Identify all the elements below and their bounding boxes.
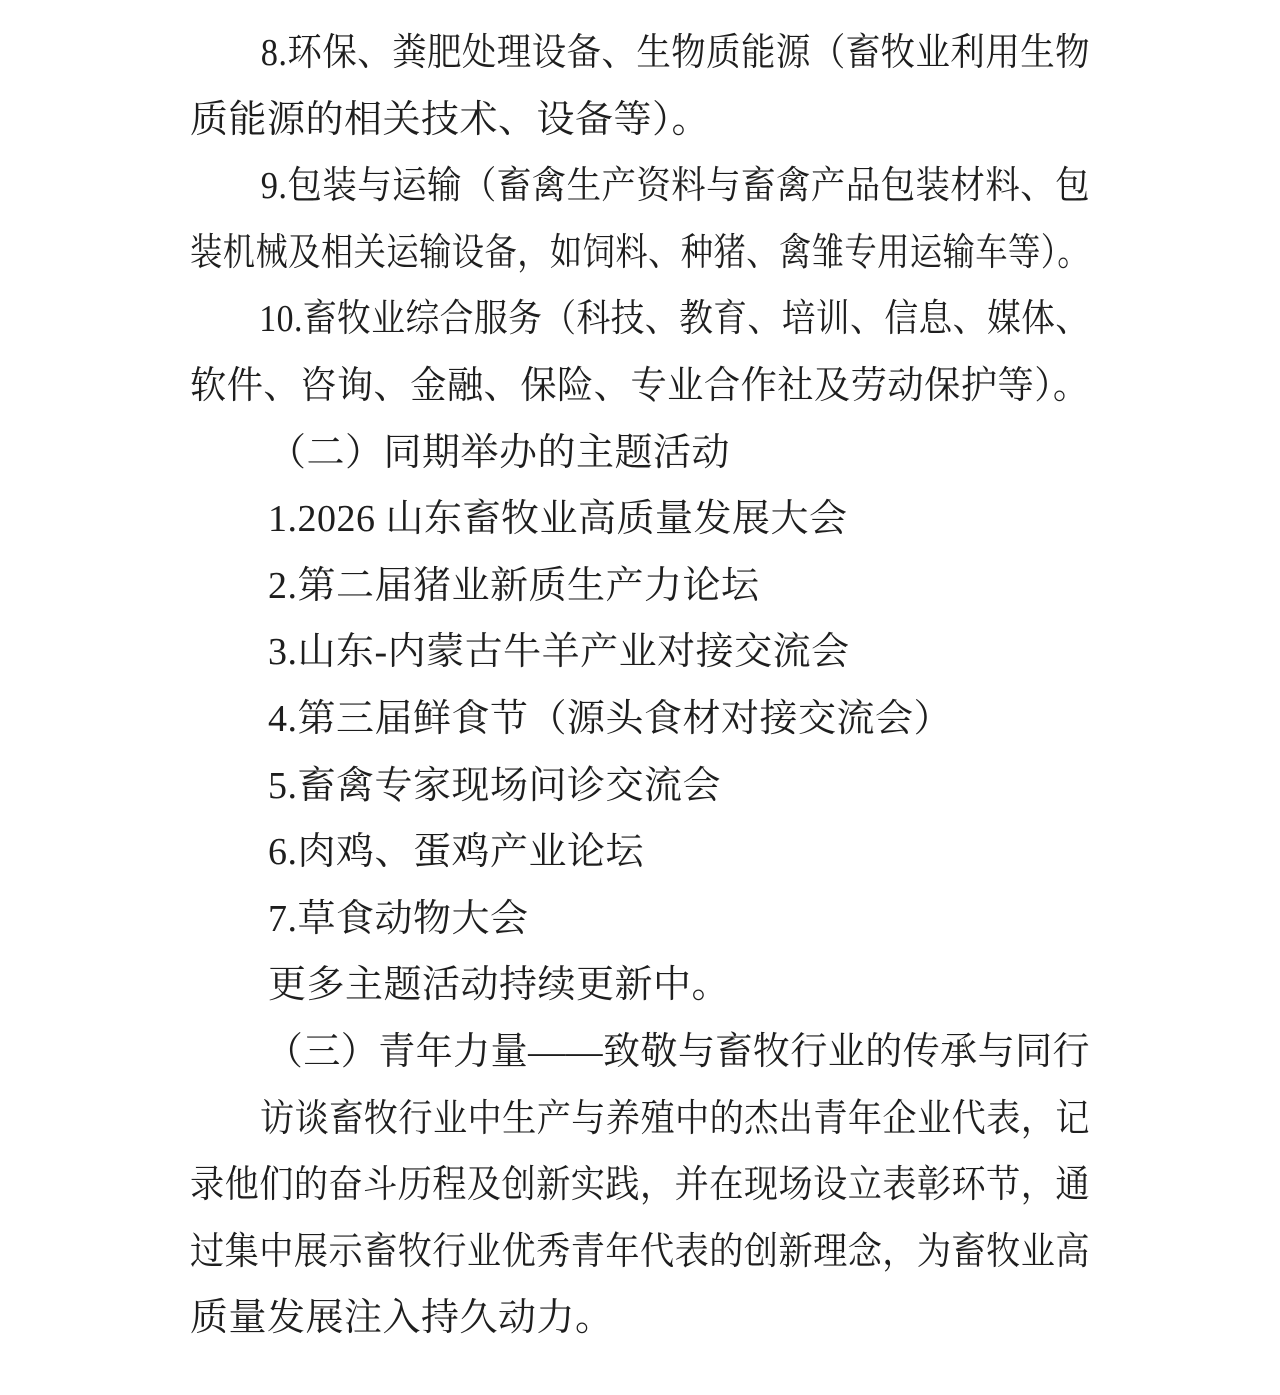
text-line: （三）青年力量——致敬与畜牧行业的传承与同行 bbox=[265, 1030, 1091, 1073]
text-line: 过集中展示畜牧行业优秀青年代表的创新理念，为畜牧业高 bbox=[190, 1230, 1091, 1273]
text-line: 1.2026 山东畜牧业高质量发展大会 bbox=[268, 498, 848, 541]
text-line: 4.第三届鲜食节（源头食材对接交流会） bbox=[268, 697, 953, 740]
activity-item-6 bbox=[190, 819, 1090, 886]
text-line: 质能源的相关技术、设备等）。 bbox=[190, 98, 711, 141]
activity-item-7 bbox=[190, 886, 1090, 953]
activity-item-4 bbox=[190, 686, 1090, 753]
document-body bbox=[190, 20, 1090, 1352]
activity-item-2 bbox=[190, 553, 1090, 620]
text-line: 10.畜牧业综合服务（科技、教育、培训、信息、媒体、 bbox=[259, 298, 1090, 341]
text-line: 7.草食动物大会 bbox=[268, 897, 529, 940]
text-line: 录他们的奋斗历程及创新实践，并在现场设立表彰环节，通 bbox=[190, 1164, 1091, 1207]
activity-item-1 bbox=[190, 486, 1090, 553]
text-line: 3.山东-内蒙古牛羊产业对接交流会 bbox=[268, 631, 850, 674]
section-heading-2 bbox=[190, 420, 1090, 487]
exhibit-item-10 bbox=[190, 286, 1090, 419]
text-line: 质量发展注入持久动力。 bbox=[190, 1297, 614, 1340]
text-line: 2.第二届猪业新质生产力论坛 bbox=[268, 564, 760, 607]
text-line: 6.肉鸡、蛋鸡产业论坛 bbox=[268, 831, 645, 874]
exhibit-item-8 bbox=[190, 20, 1090, 153]
youth-paragraph bbox=[190, 1086, 1090, 1352]
text-line: 装机械及相关运输设备，如饲料、种猪、禽雏专用运输车等）。 bbox=[190, 231, 1091, 274]
section-heading-3 bbox=[190, 1019, 1090, 1086]
text-line: 9.包装与运输（畜禽生产资料与畜禽产品包装材料、包 bbox=[260, 165, 1091, 208]
text-line: 更多主题活动持续更新中。 bbox=[268, 964, 731, 1007]
text-line: （二）同期举办的主题活动 bbox=[268, 431, 731, 474]
activity-item-5 bbox=[190, 753, 1090, 820]
activity-item-3 bbox=[190, 619, 1090, 686]
text-line: 5.畜禽专家现场问诊交流会 bbox=[268, 764, 722, 807]
activities-note bbox=[190, 952, 1090, 1019]
text-line: 8.环保、粪肥处理设备、生物质能源（畜牧业利用生物 bbox=[260, 32, 1091, 74]
text-line: 软件、咨询、金融、保险、专业合作社及劳动保护等）。 bbox=[190, 364, 1090, 407]
text-line: 访谈畜牧行业中生产与养殖中的杰出青年企业代表，记 bbox=[260, 1097, 1091, 1140]
exhibit-item-9 bbox=[190, 153, 1090, 286]
